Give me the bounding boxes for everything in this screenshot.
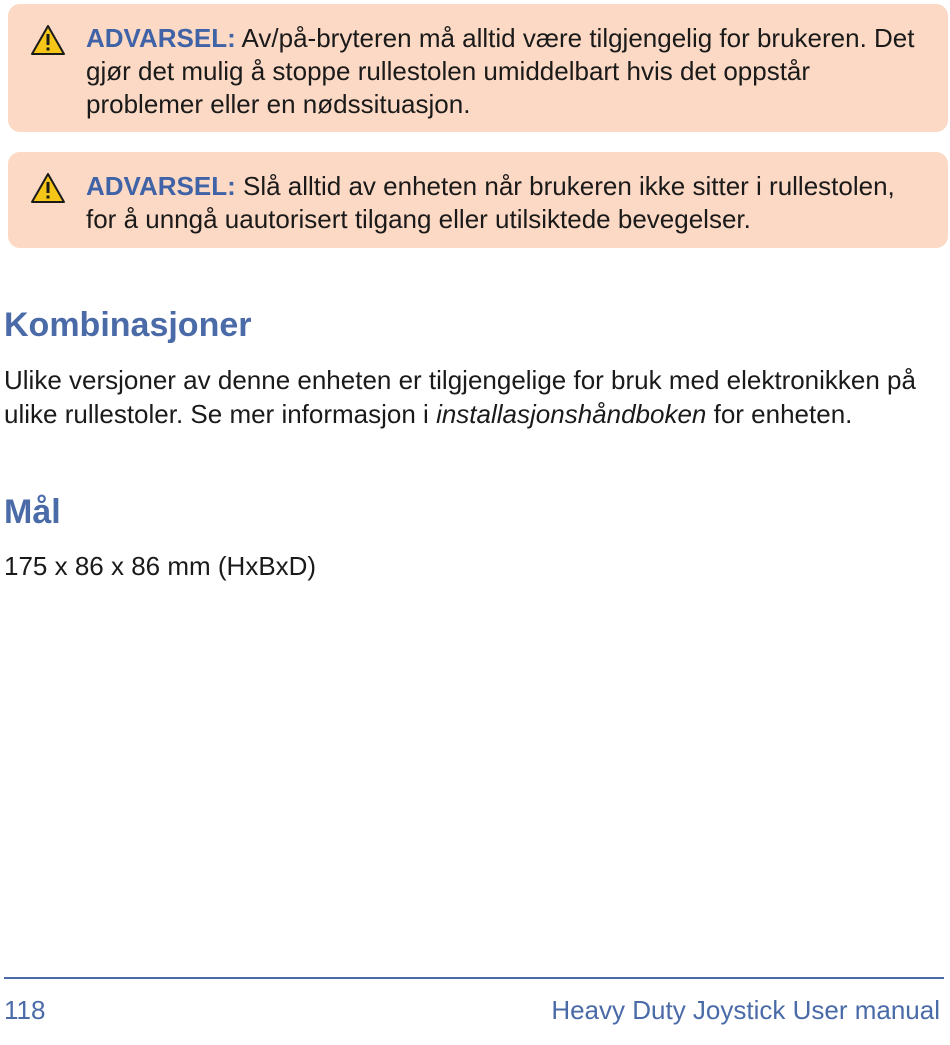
section-heading-mal: Mål — [4, 493, 61, 531]
warning-triangle-icon — [30, 24, 66, 56]
warning-triangle-icon — [30, 172, 66, 204]
document-title: Heavy Duty Joystick User manual — [551, 995, 940, 1025]
warning-text: Av/på-bryteren må alltid være tilgjengelig for brukeren. Det gjør det mulig å stoppe rullestolen umiddelbart hvis det oppstår problemer eller en nødssituasjon. — [86, 23, 915, 119]
kombinasjoner-text-end: for enheten. — [706, 399, 853, 429]
warning-text: Slå alltid av enheten når brukeren ikke sitter i rullestolen, for å unngå uautorisert tilgang eller utilsiktede bevegelser. — [86, 171, 895, 234]
manual-reference: installasjonshåndboken — [436, 399, 707, 429]
section-heading-kombinasjoner: Kombinasjoner — [4, 306, 252, 344]
page-number: 118 — [4, 995, 46, 1025]
footer-divider — [4, 977, 944, 979]
warning-label: ADVARSEL: — [86, 23, 236, 53]
section-text-dimensions: 175 x 86 x 86 mm (HxBxD) — [4, 551, 317, 581]
section-text-kombinasjoner — [4, 363, 944, 431]
warning-label: ADVARSEL: — [86, 171, 236, 201]
warning-box-power-switch — [8, 4, 948, 132]
warning-box-turn-off — [8, 152, 948, 248]
kombinasjoner-text-start: Ulike versjoner av denne enheten er tilgjengelige for bruk med elektronikken på ulike rullestoler. Se mer informasjon i — [4, 365, 916, 429]
